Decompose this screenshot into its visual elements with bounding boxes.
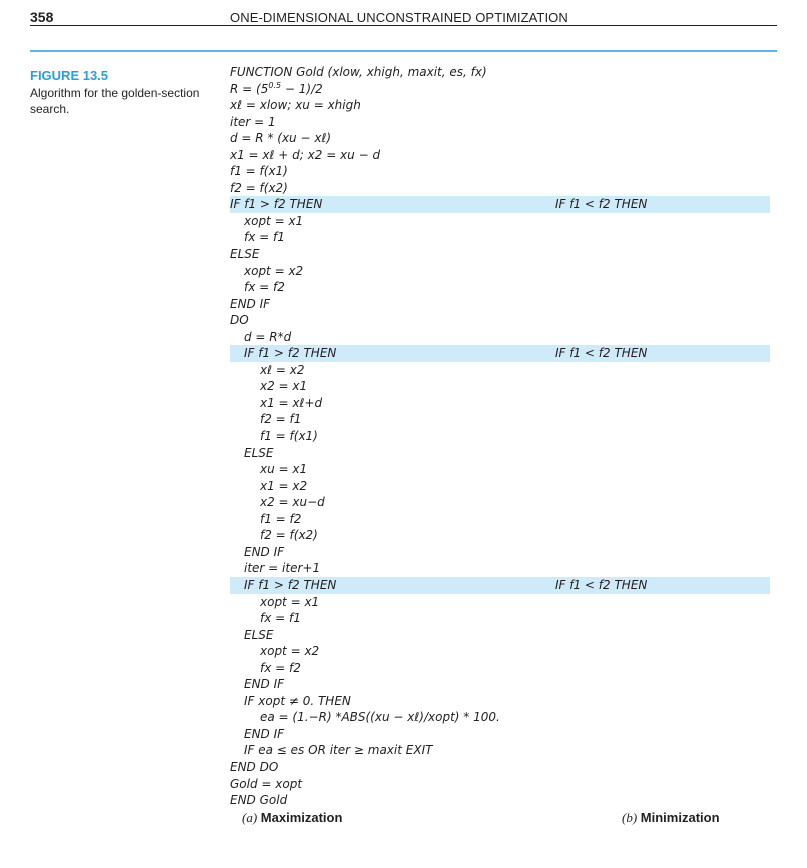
code-line bbox=[230, 660, 770, 677]
code-text: ea = (1.−R) *ABS((xu − xℓ)/xopt) * 100. bbox=[260, 710, 500, 725]
code-text: xopt = x1 bbox=[260, 594, 320, 609]
code-line bbox=[230, 709, 770, 726]
code-text: d = R * (xu − xℓ) bbox=[230, 131, 332, 146]
code-line bbox=[230, 378, 770, 395]
code-line bbox=[230, 395, 770, 412]
code-text: f2 = f(x2) bbox=[260, 528, 318, 543]
figure-caption: Algorithm for the golden-section search. bbox=[30, 86, 200, 116]
code-line bbox=[230, 478, 770, 495]
code-text: END Gold bbox=[230, 793, 288, 808]
code-line bbox=[230, 676, 770, 693]
code-text: fx = f1 bbox=[260, 611, 301, 626]
code-text: fx = f2 bbox=[260, 660, 301, 675]
code-line bbox=[230, 229, 770, 246]
code-text: Gold = xopt bbox=[230, 776, 303, 791]
figure-label: FIGURE 13.5 bbox=[30, 68, 109, 83]
code-line bbox=[230, 742, 770, 759]
code-text: END IF bbox=[244, 677, 285, 692]
code-text: END IF bbox=[244, 726, 285, 741]
code-line bbox=[230, 511, 770, 528]
code-line bbox=[230, 445, 770, 462]
subcaption-a-text: Maximization bbox=[260, 810, 343, 825]
code-line bbox=[230, 461, 770, 478]
code-text: f1 = f2 bbox=[260, 511, 302, 526]
code-line bbox=[230, 494, 770, 511]
code-line bbox=[230, 279, 770, 296]
highlighted-code-line bbox=[230, 196, 770, 213]
code-line bbox=[230, 263, 770, 280]
code-text: f1 = f(x1) bbox=[230, 164, 288, 179]
code-text: x1 = x2 bbox=[260, 478, 308, 493]
code-line bbox=[230, 693, 770, 710]
code-line bbox=[230, 329, 770, 346]
code-line bbox=[230, 428, 770, 445]
code-line bbox=[230, 163, 770, 180]
highlighted-code-line bbox=[230, 345, 770, 362]
code-text: f2 = f(x2) bbox=[230, 180, 288, 195]
code-line bbox=[230, 130, 770, 147]
code-text: x1 = xℓ + d; x2 = xu − d bbox=[230, 147, 381, 162]
code-line bbox=[230, 759, 770, 776]
code-line bbox=[230, 726, 770, 743]
highlighted-code-line bbox=[230, 577, 770, 594]
code-text: iter = iter+1 bbox=[244, 561, 321, 576]
code-line bbox=[230, 594, 770, 611]
code-text: xopt = x1 bbox=[244, 213, 304, 228]
code-text: ELSE bbox=[230, 247, 260, 262]
code-line bbox=[230, 776, 770, 793]
code-text: xℓ = x2 bbox=[260, 362, 305, 377]
code-text: END IF bbox=[244, 544, 285, 559]
code-line bbox=[230, 246, 770, 263]
code-text: x2 = x1 bbox=[260, 379, 308, 394]
code-text: f2 = f1 bbox=[260, 412, 302, 427]
code-line bbox=[230, 180, 770, 197]
subcaption-maximization bbox=[242, 810, 342, 826]
code-text: f1 = f(x1) bbox=[260, 429, 318, 444]
code-text: x2 = xu−d bbox=[260, 495, 325, 510]
code-text: fx = f1 bbox=[244, 230, 285, 245]
minimization-alternative: IF f1 < f2 THEN bbox=[555, 346, 648, 361]
code-line bbox=[230, 610, 770, 627]
code-text: IF f1 > f2 THEN bbox=[230, 197, 323, 212]
code-text: FUNCTION Gold (xlow, xhigh, maxit, es, fx) bbox=[230, 65, 487, 79]
code-text: d = R*d bbox=[244, 329, 292, 344]
subcaption-a-letter: (a) bbox=[242, 810, 258, 825]
page-number: 358 bbox=[30, 9, 54, 25]
code-text: ELSE bbox=[244, 445, 274, 460]
code-text: END DO bbox=[230, 759, 279, 774]
code-text: IF ea ≤ es OR iter ≥ maxit EXIT bbox=[244, 743, 433, 758]
section-rule-blue bbox=[30, 50, 777, 52]
code-line bbox=[230, 544, 770, 561]
code-line bbox=[230, 792, 770, 809]
code-text: IF f1 > f2 THEN bbox=[244, 346, 337, 361]
header-rule bbox=[30, 25, 777, 26]
code-text: IF xopt ≠ 0. THEN bbox=[244, 693, 351, 708]
code-text: $R = (5^{0.5} - 1)/2$ bbox=[230, 80, 323, 96]
code-line bbox=[230, 643, 770, 660]
running-title: ONE-DIMENSIONAL UNCONSTRAINED OPTIMIZATION bbox=[230, 10, 568, 25]
code-line bbox=[230, 560, 770, 577]
minimization-alternative: IF f1 < f2 THEN bbox=[555, 197, 648, 212]
code-line bbox=[230, 627, 770, 644]
code-text: IF f1 > f2 THEN bbox=[244, 577, 337, 592]
exponent: 0.5 bbox=[268, 80, 282, 90]
code-text: xopt = x2 bbox=[260, 644, 320, 659]
code-text: END IF bbox=[230, 296, 271, 311]
code-text: xu = x1 bbox=[260, 462, 308, 477]
code-text: iter = 1 bbox=[230, 114, 276, 129]
code-line bbox=[230, 296, 770, 313]
code-text: fx = f2 bbox=[244, 280, 285, 295]
subcaption-b-text: Minimization bbox=[640, 810, 720, 825]
code-line bbox=[230, 362, 770, 379]
code-line bbox=[230, 64, 770, 81]
minimization-alternative: IF f1 < f2 THEN bbox=[555, 577, 648, 592]
code-text: DO bbox=[230, 313, 249, 328]
code-line bbox=[230, 81, 770, 98]
subcaption-b-letter: (b) bbox=[622, 810, 638, 825]
code-text: x1 = xℓ+d bbox=[260, 395, 323, 410]
code-text: xopt = x2 bbox=[244, 263, 304, 278]
code-line bbox=[230, 527, 770, 544]
code-line bbox=[230, 213, 770, 230]
code-line bbox=[230, 147, 770, 164]
code-text: ELSE bbox=[244, 627, 274, 642]
code-line bbox=[230, 97, 770, 114]
code-text: xℓ = xlow; xu = xhigh bbox=[230, 98, 361, 113]
subcaption-minimization bbox=[622, 810, 720, 826]
pseudocode-block bbox=[230, 64, 770, 809]
code-line bbox=[230, 411, 770, 428]
code-line bbox=[230, 114, 770, 131]
code-line bbox=[230, 312, 770, 329]
